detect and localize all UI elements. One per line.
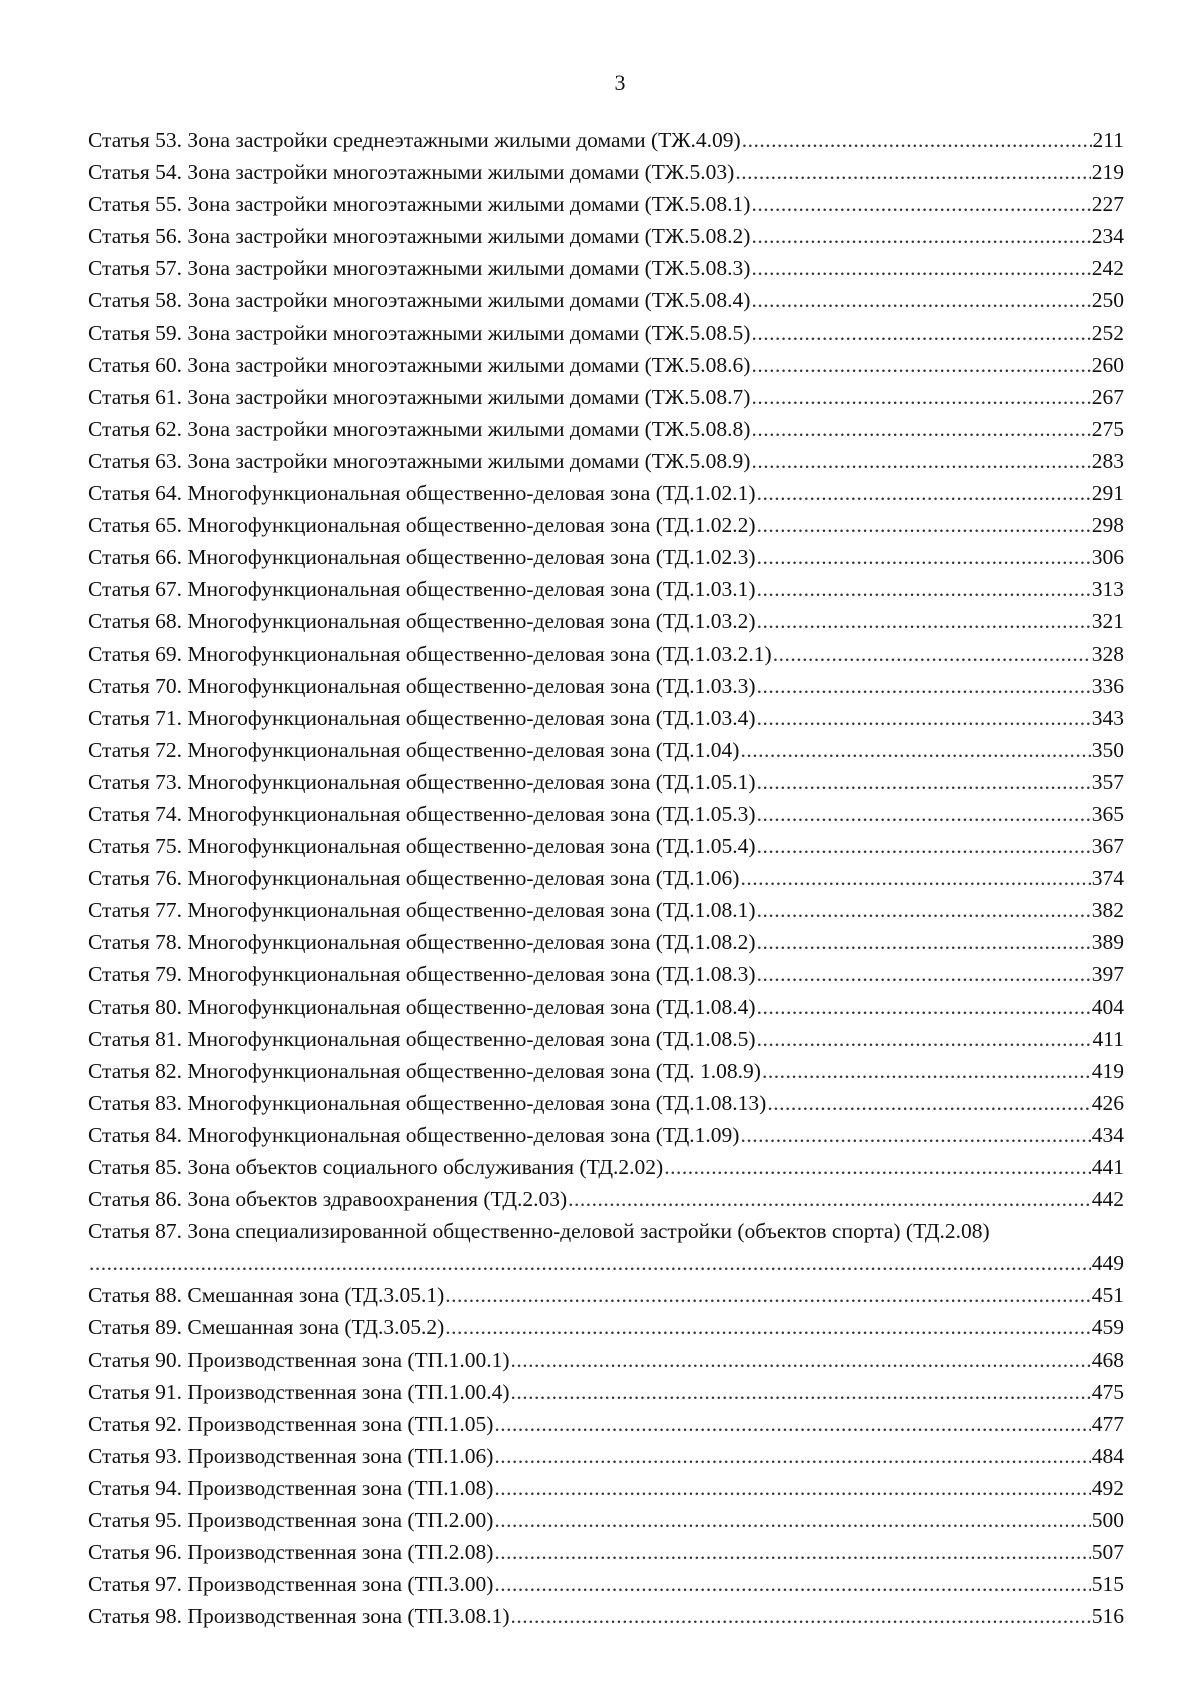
toc-entry-title: Статья 65. Многофункциональная общественно-деловая зона (ТД.1.02.2) bbox=[88, 513, 756, 538]
dot-leader bbox=[757, 605, 1091, 637]
toc-entry-page: 426 bbox=[1091, 1090, 1124, 1115]
toc-entry-title: Статья 71. Многофункциональная общественно-деловая зона (ТД.1.03.4) bbox=[88, 705, 756, 730]
toc-entry-title: Статья 98. Производственная зона (ТП.3.08.1) bbox=[88, 1604, 510, 1629]
toc-entry-page: 389 bbox=[1091, 930, 1124, 955]
dot-leader bbox=[740, 1119, 1090, 1151]
dot-leader bbox=[762, 1055, 1091, 1087]
toc-entry-title: Статья 54. Зона застройки многоэтажными жилыми домами (ТЖ.5.03) bbox=[88, 160, 735, 185]
dot-leader bbox=[757, 1023, 1092, 1055]
toc-entry-title: Статья 53. Зона застройки среднеэтажными жилыми домами (ТЖ.4.09) bbox=[88, 128, 741, 152]
toc-entry-title: Статья 87. Зона специализированной общественно-деловой застройки (объектов спорта) (ТД.2.08) bbox=[88, 1219, 990, 1244]
toc-entry-title: Статья 67. Многофункциональная общественно-деловая зона (ТД.1.03.1) bbox=[88, 577, 756, 602]
toc-entry-title: Статья 73. Многофункциональная общественно-деловая зона (ТД.1.05.1) bbox=[88, 769, 756, 794]
toc-entry-title: Статья 55. Зона застройки многоэтажными жилыми домами (ТЖ.5.08.1) bbox=[88, 192, 751, 217]
toc-entry-title: Статья 96. Производственная зона (ТП.2.08) bbox=[88, 1540, 494, 1565]
dot-leader bbox=[757, 926, 1091, 958]
toc-entry-page: 419 bbox=[1091, 1058, 1124, 1083]
dot-leader bbox=[751, 381, 1090, 413]
toc-entry[interactable] bbox=[88, 702, 1124, 734]
toc-entry[interactable] bbox=[88, 541, 1124, 573]
toc-entry[interactable] bbox=[88, 1279, 1124, 1311]
toc-entry-title: Статья 59. Зона застройки многоэтажными жилыми домами (ТЖ.5.08.5) bbox=[88, 320, 751, 345]
toc-entry-title: Статья 82. Многофункциональная общественно-деловая зона (ТД. 1.08.9) bbox=[88, 1058, 761, 1083]
dot-leader bbox=[757, 509, 1091, 541]
toc-entry-page: 382 bbox=[1091, 898, 1124, 923]
toc-entry[interactable] bbox=[88, 958, 1124, 990]
toc-entry[interactable] bbox=[88, 1183, 1124, 1215]
dot-leader bbox=[664, 1151, 1091, 1183]
toc-entry-page: 477 bbox=[1091, 1411, 1124, 1436]
toc-entry-page: 365 bbox=[1091, 801, 1124, 826]
toc-entry[interactable] bbox=[88, 991, 1124, 1023]
toc-entry[interactable] bbox=[88, 862, 1124, 894]
toc-entry-page: 449 bbox=[1091, 1251, 1124, 1276]
toc-entry-page: 260 bbox=[1091, 352, 1124, 377]
dot-leader bbox=[568, 1183, 1091, 1215]
toc-entry-page: 298 bbox=[1091, 513, 1124, 538]
toc-entry-title: Статья 76. Многофункциональная общественно-деловая зона (ТД.1.06) bbox=[88, 866, 740, 891]
dot-leader bbox=[742, 124, 1092, 156]
toc-entry-page: 343 bbox=[1091, 705, 1124, 730]
dot-leader bbox=[511, 1600, 1091, 1632]
toc-entry-page: 441 bbox=[1091, 1155, 1124, 1179]
dot-leader bbox=[751, 445, 1090, 477]
toc-entry-title: Статья 85. Зона объектов социального обслуживания (ТД.2.02) bbox=[88, 1155, 664, 1179]
toc-entry-page: 357 bbox=[1091, 769, 1124, 794]
dot-leader bbox=[757, 573, 1091, 605]
toc-entry[interactable] bbox=[88, 413, 1124, 445]
dot-leader bbox=[494, 1568, 1090, 1600]
toc-entry-title: Статья 75. Многофункциональная общественно-деловая зона (ТД.1.05.4) bbox=[88, 834, 756, 859]
toc-entry-page: 367 bbox=[1091, 834, 1124, 859]
toc-entry[interactable] bbox=[88, 1408, 1124, 1440]
dot-leader bbox=[445, 1311, 1090, 1343]
toc-entry[interactable] bbox=[88, 1215, 1124, 1279]
toc-entry[interactable] bbox=[88, 1023, 1124, 1055]
toc-entry-page: 242 bbox=[1091, 256, 1124, 281]
toc-entry-page: 227 bbox=[1091, 192, 1124, 217]
toc-entry-page: 267 bbox=[1091, 384, 1124, 409]
toc-entry[interactable] bbox=[88, 349, 1124, 381]
dot-leader bbox=[740, 734, 1090, 766]
toc-entry-page: 219 bbox=[1091, 160, 1124, 185]
dot-leader bbox=[751, 413, 1090, 445]
toc-entry[interactable] bbox=[88, 1568, 1124, 1600]
toc-entry[interactable] bbox=[88, 926, 1124, 958]
toc-entry-page: 234 bbox=[1091, 224, 1124, 249]
toc-entry[interactable] bbox=[88, 605, 1124, 637]
toc-entry[interactable] bbox=[88, 894, 1124, 926]
dot-leader bbox=[751, 284, 1090, 316]
toc-entry[interactable] bbox=[88, 1472, 1124, 1504]
dot-leader bbox=[751, 349, 1090, 381]
dot-leader bbox=[740, 862, 1090, 894]
toc-entry-title: Статья 70. Многофункциональная общественно-деловая зона (ТД.1.03.3) bbox=[88, 673, 756, 698]
toc-entry-title: Статья 94. Производственная зона (ТП.1.08) bbox=[88, 1475, 494, 1500]
toc-entry-page: 468 bbox=[1091, 1347, 1124, 1372]
toc-entry-title: Статья 58. Зона застройки многоэтажными жилыми домами (ТЖ.5.08.4) bbox=[88, 288, 751, 313]
toc-entry[interactable] bbox=[88, 1344, 1124, 1376]
toc-entry[interactable] bbox=[88, 381, 1124, 413]
toc-entry-title: Статья 57. Зона застройки многоэтажными жилыми домами (ТЖ.5.08.3) bbox=[88, 256, 751, 281]
toc-entry-title: Статья 80. Многофункциональная общественно-деловая зона (ТД.1.08.4) bbox=[88, 994, 756, 1019]
toc-entry-title: Статья 64. Многофункциональная общественно-деловая зона (ТД.1.02.1) bbox=[88, 481, 756, 506]
toc-entry-title: Статья 91. Производственная зона (ТП.1.00.4) bbox=[88, 1379, 510, 1404]
toc-entry-title: Статья 69. Многофункциональная общественно-деловая зона (ТД.1.03.2.1) bbox=[88, 641, 772, 666]
toc-entry[interactable] bbox=[88, 252, 1124, 284]
dot-leader bbox=[494, 1440, 1090, 1472]
toc-entry[interactable] bbox=[88, 509, 1124, 541]
toc-entry[interactable] bbox=[88, 477, 1124, 509]
toc-entry-page: 411 bbox=[1092, 1026, 1124, 1051]
toc-entry[interactable] bbox=[88, 124, 1124, 156]
toc-entry[interactable] bbox=[88, 1311, 1124, 1343]
toc-entry-title: Статья 78. Многофункциональная общественно-деловая зона (ТД.1.08.2) bbox=[88, 930, 756, 955]
toc-entry-page: 321 bbox=[1091, 609, 1124, 634]
dot-leader bbox=[757, 830, 1091, 862]
toc-entry-page: 328 bbox=[1091, 641, 1124, 666]
toc-entry-title: Статья 60. Зона застройки многоэтажными жилыми домами (ТЖ.5.08.6) bbox=[88, 352, 751, 377]
toc-entry-title: Статья 79. Многофункциональная общественно-деловая зона (ТД.1.08.3) bbox=[88, 962, 756, 987]
toc-entry-page: 459 bbox=[1091, 1315, 1124, 1340]
toc-entry-title: Статья 90. Производственная зона (ТП.1.00.1) bbox=[88, 1347, 510, 1372]
dot-leader bbox=[757, 798, 1091, 830]
toc-entry-title: Статья 74. Многофункциональная общественно-деловая зона (ТД.1.05.3) bbox=[88, 801, 756, 826]
toc-entry[interactable] bbox=[88, 317, 1124, 349]
toc-entry-page: 313 bbox=[1091, 577, 1124, 602]
dot-leader bbox=[494, 1536, 1090, 1568]
toc-entry-page: 475 bbox=[1091, 1379, 1124, 1404]
dot-leader bbox=[751, 317, 1090, 349]
dot-leader bbox=[751, 252, 1090, 284]
page-number: 3 bbox=[614, 70, 626, 95]
toc-entry[interactable] bbox=[88, 1440, 1124, 1472]
toc-entry-page: 434 bbox=[1091, 1122, 1124, 1147]
toc-entry[interactable] bbox=[88, 445, 1124, 477]
dot-leader bbox=[757, 766, 1091, 798]
toc-entry-title: Статья 93. Производственная зона (ТП.1.06) bbox=[88, 1443, 494, 1468]
toc-entry-page: 211 bbox=[1092, 128, 1124, 152]
dot-leader bbox=[494, 1408, 1090, 1440]
toc-entry[interactable] bbox=[88, 734, 1124, 766]
toc-entry[interactable] bbox=[88, 670, 1124, 702]
toc-entry[interactable] bbox=[88, 1151, 1124, 1183]
toc-entry-title: Статья 97. Производственная зона (ТП.3.00) bbox=[88, 1572, 494, 1597]
dot-leader bbox=[757, 541, 1091, 573]
dot-leader bbox=[494, 1504, 1090, 1536]
dot-leader bbox=[767, 1087, 1090, 1119]
toc-entry-page: 291 bbox=[1091, 481, 1124, 506]
toc-entry-title: Статья 61. Зона застройки многоэтажными жилыми домами (ТЖ.5.08.7) bbox=[88, 384, 751, 409]
toc-entry-title: Статья 72. Многофункциональная общественно-деловая зона (ТД.1.04) bbox=[88, 737, 740, 762]
toc-entry-page: 484 bbox=[1091, 1443, 1124, 1468]
toc-entry[interactable] bbox=[88, 638, 1124, 670]
toc-entry[interactable] bbox=[88, 1536, 1124, 1568]
toc-entry-page: 306 bbox=[1091, 545, 1124, 570]
dot-leader bbox=[757, 958, 1091, 990]
toc-entry-page: 500 bbox=[1091, 1508, 1124, 1533]
toc-entry-title: Статья 63. Зона застройки многоэтажными жилыми домами (ТЖ.5.08.9) bbox=[88, 448, 751, 473]
toc-entry[interactable] bbox=[88, 1119, 1124, 1151]
toc-entry-page: 451 bbox=[1091, 1283, 1124, 1308]
toc-entry-page: 492 bbox=[1091, 1475, 1124, 1500]
dot-leader bbox=[757, 991, 1091, 1023]
toc-entry[interactable] bbox=[88, 1376, 1124, 1408]
toc-entry-page: 515 bbox=[1091, 1572, 1124, 1597]
toc-entry-page: 252 bbox=[1091, 320, 1124, 345]
dot-leader bbox=[445, 1279, 1090, 1311]
dot-leader bbox=[757, 894, 1091, 926]
toc-entry-page: 336 bbox=[1091, 673, 1124, 698]
dot-leader bbox=[511, 1344, 1091, 1376]
dot-leader bbox=[494, 1472, 1090, 1504]
toc-entry-page: 283 bbox=[1091, 448, 1124, 473]
toc-entry-page: 275 bbox=[1091, 416, 1124, 441]
toc-entry[interactable] bbox=[88, 220, 1124, 252]
toc-entry[interactable] bbox=[88, 1504, 1124, 1536]
toc-entry-page: 404 bbox=[1091, 994, 1124, 1019]
toc-entry-title: Статья 95. Производственная зона (ТП.2.00) bbox=[88, 1508, 494, 1533]
toc-entry[interactable] bbox=[88, 284, 1124, 316]
dot-leader bbox=[757, 702, 1091, 734]
toc-entry-title: Статья 84. Многофункциональная общественно-деловая зона (ТД.1.09) bbox=[88, 1122, 740, 1147]
toc-entry[interactable] bbox=[88, 830, 1124, 862]
table-of-contents bbox=[88, 124, 1124, 1632]
dot-leader bbox=[89, 1247, 1091, 1279]
toc-entry-page: 516 bbox=[1091, 1604, 1124, 1629]
toc-entry[interactable] bbox=[88, 798, 1124, 830]
toc-entry-continuation bbox=[88, 1247, 1124, 1279]
toc-entry[interactable] bbox=[88, 1087, 1124, 1119]
toc-entry-page: 397 bbox=[1091, 962, 1124, 987]
dot-leader bbox=[751, 220, 1090, 252]
toc-entry-page: 507 bbox=[1091, 1540, 1124, 1565]
toc-entry-title: Статья 62. Зона застройки многоэтажными жилыми домами (ТЖ.5.08.8) bbox=[88, 416, 751, 441]
toc-entry-title: Статья 88. Смешанная зона (ТД.3.05.1) bbox=[88, 1283, 445, 1308]
dot-leader bbox=[735, 156, 1090, 188]
toc-entry-page: 250 bbox=[1091, 288, 1124, 313]
toc-entry-title: Статья 92. Производственная зона (ТП.1.05) bbox=[88, 1411, 494, 1436]
toc-entry-title: Статья 77. Многофункциональная общественно-деловая зона (ТД.1.08.1) bbox=[88, 898, 756, 923]
toc-entry-page: 374 bbox=[1091, 866, 1124, 891]
toc-entry-title: Статья 81. Многофункциональная общественно-деловая зона (ТД.1.08.5) bbox=[88, 1026, 756, 1051]
toc-entry-title: Статья 56. Зона застройки многоэтажными жилыми домами (ТЖ.5.08.2) bbox=[88, 224, 751, 249]
dot-leader bbox=[511, 1376, 1091, 1408]
toc-entry-title: Статья 83. Многофункциональная общественно-деловая зона (ТД.1.08.13) bbox=[88, 1090, 767, 1115]
toc-entry[interactable] bbox=[88, 1600, 1124, 1632]
toc-entry-page: 350 bbox=[1091, 737, 1124, 762]
toc-entry-title: Статья 68. Многофункциональная общественно-деловая зона (ТД.1.03.2) bbox=[88, 609, 756, 634]
toc-entry[interactable] bbox=[88, 573, 1124, 605]
dot-leader bbox=[773, 638, 1091, 670]
toc-entry[interactable] bbox=[88, 188, 1124, 220]
toc-entry[interactable] bbox=[88, 156, 1124, 188]
toc-entry-page: 442 bbox=[1091, 1187, 1124, 1212]
toc-entry[interactable] bbox=[88, 1055, 1124, 1087]
toc-entry[interactable] bbox=[88, 766, 1124, 798]
dot-leader bbox=[757, 477, 1091, 509]
dot-leader bbox=[757, 670, 1091, 702]
toc-entry-title: Статья 89. Смешанная зона (ТД.3.05.2) bbox=[88, 1315, 445, 1340]
dot-leader bbox=[751, 188, 1090, 220]
toc-entry-title: Статья 66. Многофункциональная общественно-деловая зона (ТД.1.02.3) bbox=[88, 545, 756, 570]
toc-entry-title: Статья 86. Зона объектов здравоохранения (ТД.2.03) bbox=[88, 1187, 568, 1212]
